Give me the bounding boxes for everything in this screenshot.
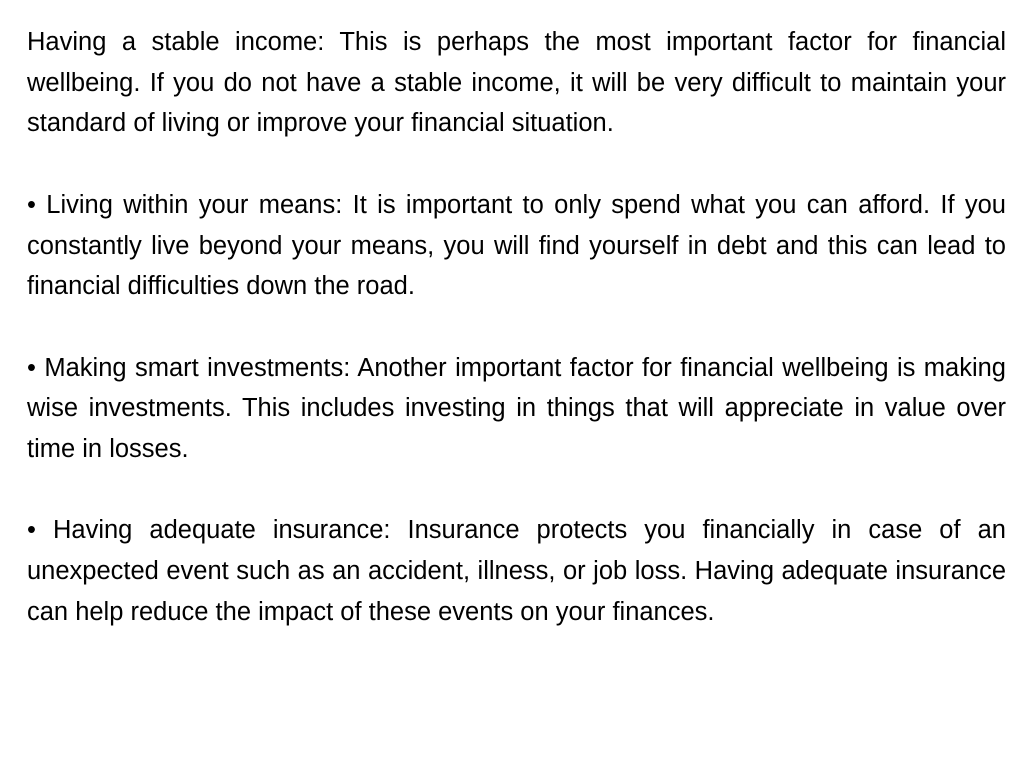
bullet-adequate-insurance: • Having adequate insurance: Insurance protects you financially in case of an unexpected event such as an accident, illness, or job loss. Having adequate insurance can help reduce the impact of these events on your finances. <box>27 516 1006 626</box>
document-body <box>27 22 1006 633</box>
paragraph-stable-income: Having a stable income: This is perhaps the most important factor for financial wellbeing. If you do not have a stable income, it will be very difficult to maintain your standard of living or improve your financial situation. <box>27 28 1006 138</box>
bullet-smart-investments: • Making smart investments: Another important factor for financial wellbeing is making wise investments. This includes investing in things that will appreciate in value over time in losses. <box>27 353 1006 463</box>
bullet-living-within-means: • Living within your means: It is important to only spend what you can afford. If you constantly live beyond your means, you will find yourself in debt and this can lead to financial difficulties down the road. <box>27 190 1006 301</box>
